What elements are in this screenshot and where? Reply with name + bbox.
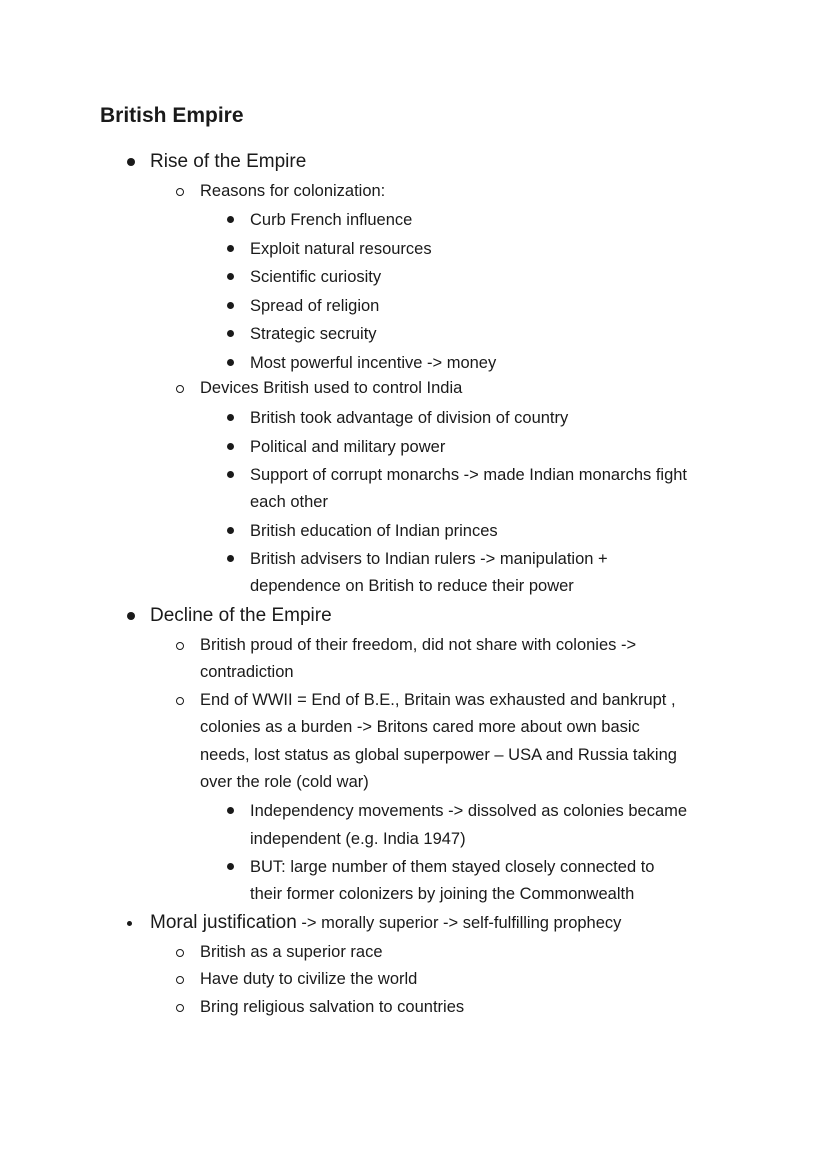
list-item: [250, 545, 608, 573]
circle-bullet-icon: [176, 385, 184, 393]
list-item: [250, 235, 432, 263]
list-item-continuation: [200, 742, 677, 770]
list-item: [250, 206, 412, 234]
list-item-text: needs, lost status as global superpower – USA and Russia taking: [200, 745, 677, 764]
list-item-text: British advisers to Indian rulers -> manipulation +: [250, 549, 608, 568]
section-heading-moral: [150, 909, 621, 937]
bullet-icon: [227, 216, 234, 223]
list-item-continuation: [250, 825, 466, 853]
list-item-text: Most powerful incentive -> money: [250, 353, 497, 372]
list-item-text: independent (e.g. India 1947): [250, 829, 466, 848]
bullet-icon: [227, 443, 234, 450]
bullet-icon: [227, 245, 234, 252]
list-item-text: Have duty to civilize the world: [200, 970, 418, 988]
circle-bullet-icon: [176, 188, 184, 196]
list-item-text: Scientific curiosity: [250, 268, 382, 286]
subheading-text: Reasons for colonization:: [200, 182, 386, 200]
subheading-text: Devices British used to control India: [200, 379, 463, 397]
bullet-icon: [227, 863, 234, 870]
circle-bullet-icon: [176, 949, 184, 957]
list-item-continuation: [200, 714, 640, 742]
list-item-continuation: [200, 659, 294, 687]
list-item-text: over the role (cold war): [200, 773, 369, 791]
list-item: [250, 517, 498, 545]
list-item: [200, 632, 636, 660]
circle-bullet-icon: [176, 1004, 184, 1012]
circle-bullet-icon: [176, 697, 184, 705]
section-heading-note: -> morally superior -> self-fulfilling prophecy: [296, 914, 622, 932]
list-item-text: colonies as a burden -> Britons cared more about own basic: [200, 718, 640, 736]
circle-bullet-icon: [176, 642, 184, 650]
list-item: [200, 939, 383, 967]
list-item-text: End of WWII = End of B.E., Britain was exhausted and bankrupt ,: [200, 690, 676, 709]
bullet-icon: [127, 158, 135, 166]
bullet-icon: [127, 921, 132, 926]
bullet-icon: [227, 302, 234, 309]
bullet-icon: [227, 359, 234, 366]
list-item: [200, 966, 417, 994]
list-item: [250, 263, 381, 291]
list-item-text: BUT: large number of them stayed closely connected to: [250, 857, 655, 876]
list-item-text: Strategic secruity: [250, 325, 377, 343]
bullet-icon: [227, 273, 234, 280]
section-heading-decline: [150, 602, 332, 630]
bullet-icon: [227, 527, 234, 534]
circle-bullet-icon: [176, 976, 184, 984]
list-item: [250, 797, 687, 825]
list-item-continuation: [250, 572, 574, 600]
section-heading-text: Moral justification: [150, 912, 297, 933]
list-item-text: British education of Indian princes: [250, 521, 498, 540]
list-item-text: their former colonizers by joining the Commonwealth: [250, 885, 635, 903]
bullet-icon: [227, 807, 234, 814]
list-item: [250, 853, 654, 881]
section-heading-text: Decline of the Empire: [150, 605, 332, 626]
list-item-text: British proud of their freedom, did not share with colonies ->: [200, 635, 637, 654]
list-item-text: Independency movements -> dissolved as colonies became: [250, 802, 688, 820]
list-item-continuation: [250, 880, 634, 908]
subheading-devices: [200, 375, 462, 403]
list-item: [200, 687, 676, 715]
list-item-text: Bring religious salvation to countries: [200, 997, 465, 1016]
list-item-text: Spread of religion: [250, 296, 380, 315]
list-item: [250, 320, 377, 348]
list-item-continuation: [250, 488, 328, 516]
bullet-icon: [127, 612, 135, 620]
section-heading-text: Rise of the Empire: [150, 151, 307, 172]
subheading-reasons: [200, 178, 385, 206]
bullet-icon: [227, 555, 234, 562]
list-item: [250, 349, 496, 377]
list-item-text: Political and military power: [250, 437, 446, 456]
bullet-icon: [227, 414, 234, 421]
list-item-text: Exploit natural resources: [250, 239, 432, 258]
list-item: [250, 433, 445, 461]
list-item: [250, 461, 687, 489]
bullet-icon: [227, 330, 234, 337]
page-title: British Empire: [100, 104, 244, 127]
list-item-text: dependence on British to reduce their power: [250, 577, 574, 595]
list-item-text: each other: [250, 493, 328, 511]
list-item-text: British took advantage of division of country: [250, 409, 569, 427]
list-item-text: Support of corrupt monarchs -> made Indian monarchs fight: [250, 465, 688, 484]
section-heading-rise: [150, 148, 306, 176]
list-item-text: Curb French influence: [250, 211, 413, 229]
list-item: [250, 404, 568, 432]
list-item: [250, 292, 379, 320]
list-item: [200, 994, 464, 1022]
list-item-text: British as a superior race: [200, 942, 383, 961]
list-item-continuation: [200, 769, 369, 797]
bullet-icon: [227, 471, 234, 478]
list-item-text: contradiction: [200, 663, 294, 681]
